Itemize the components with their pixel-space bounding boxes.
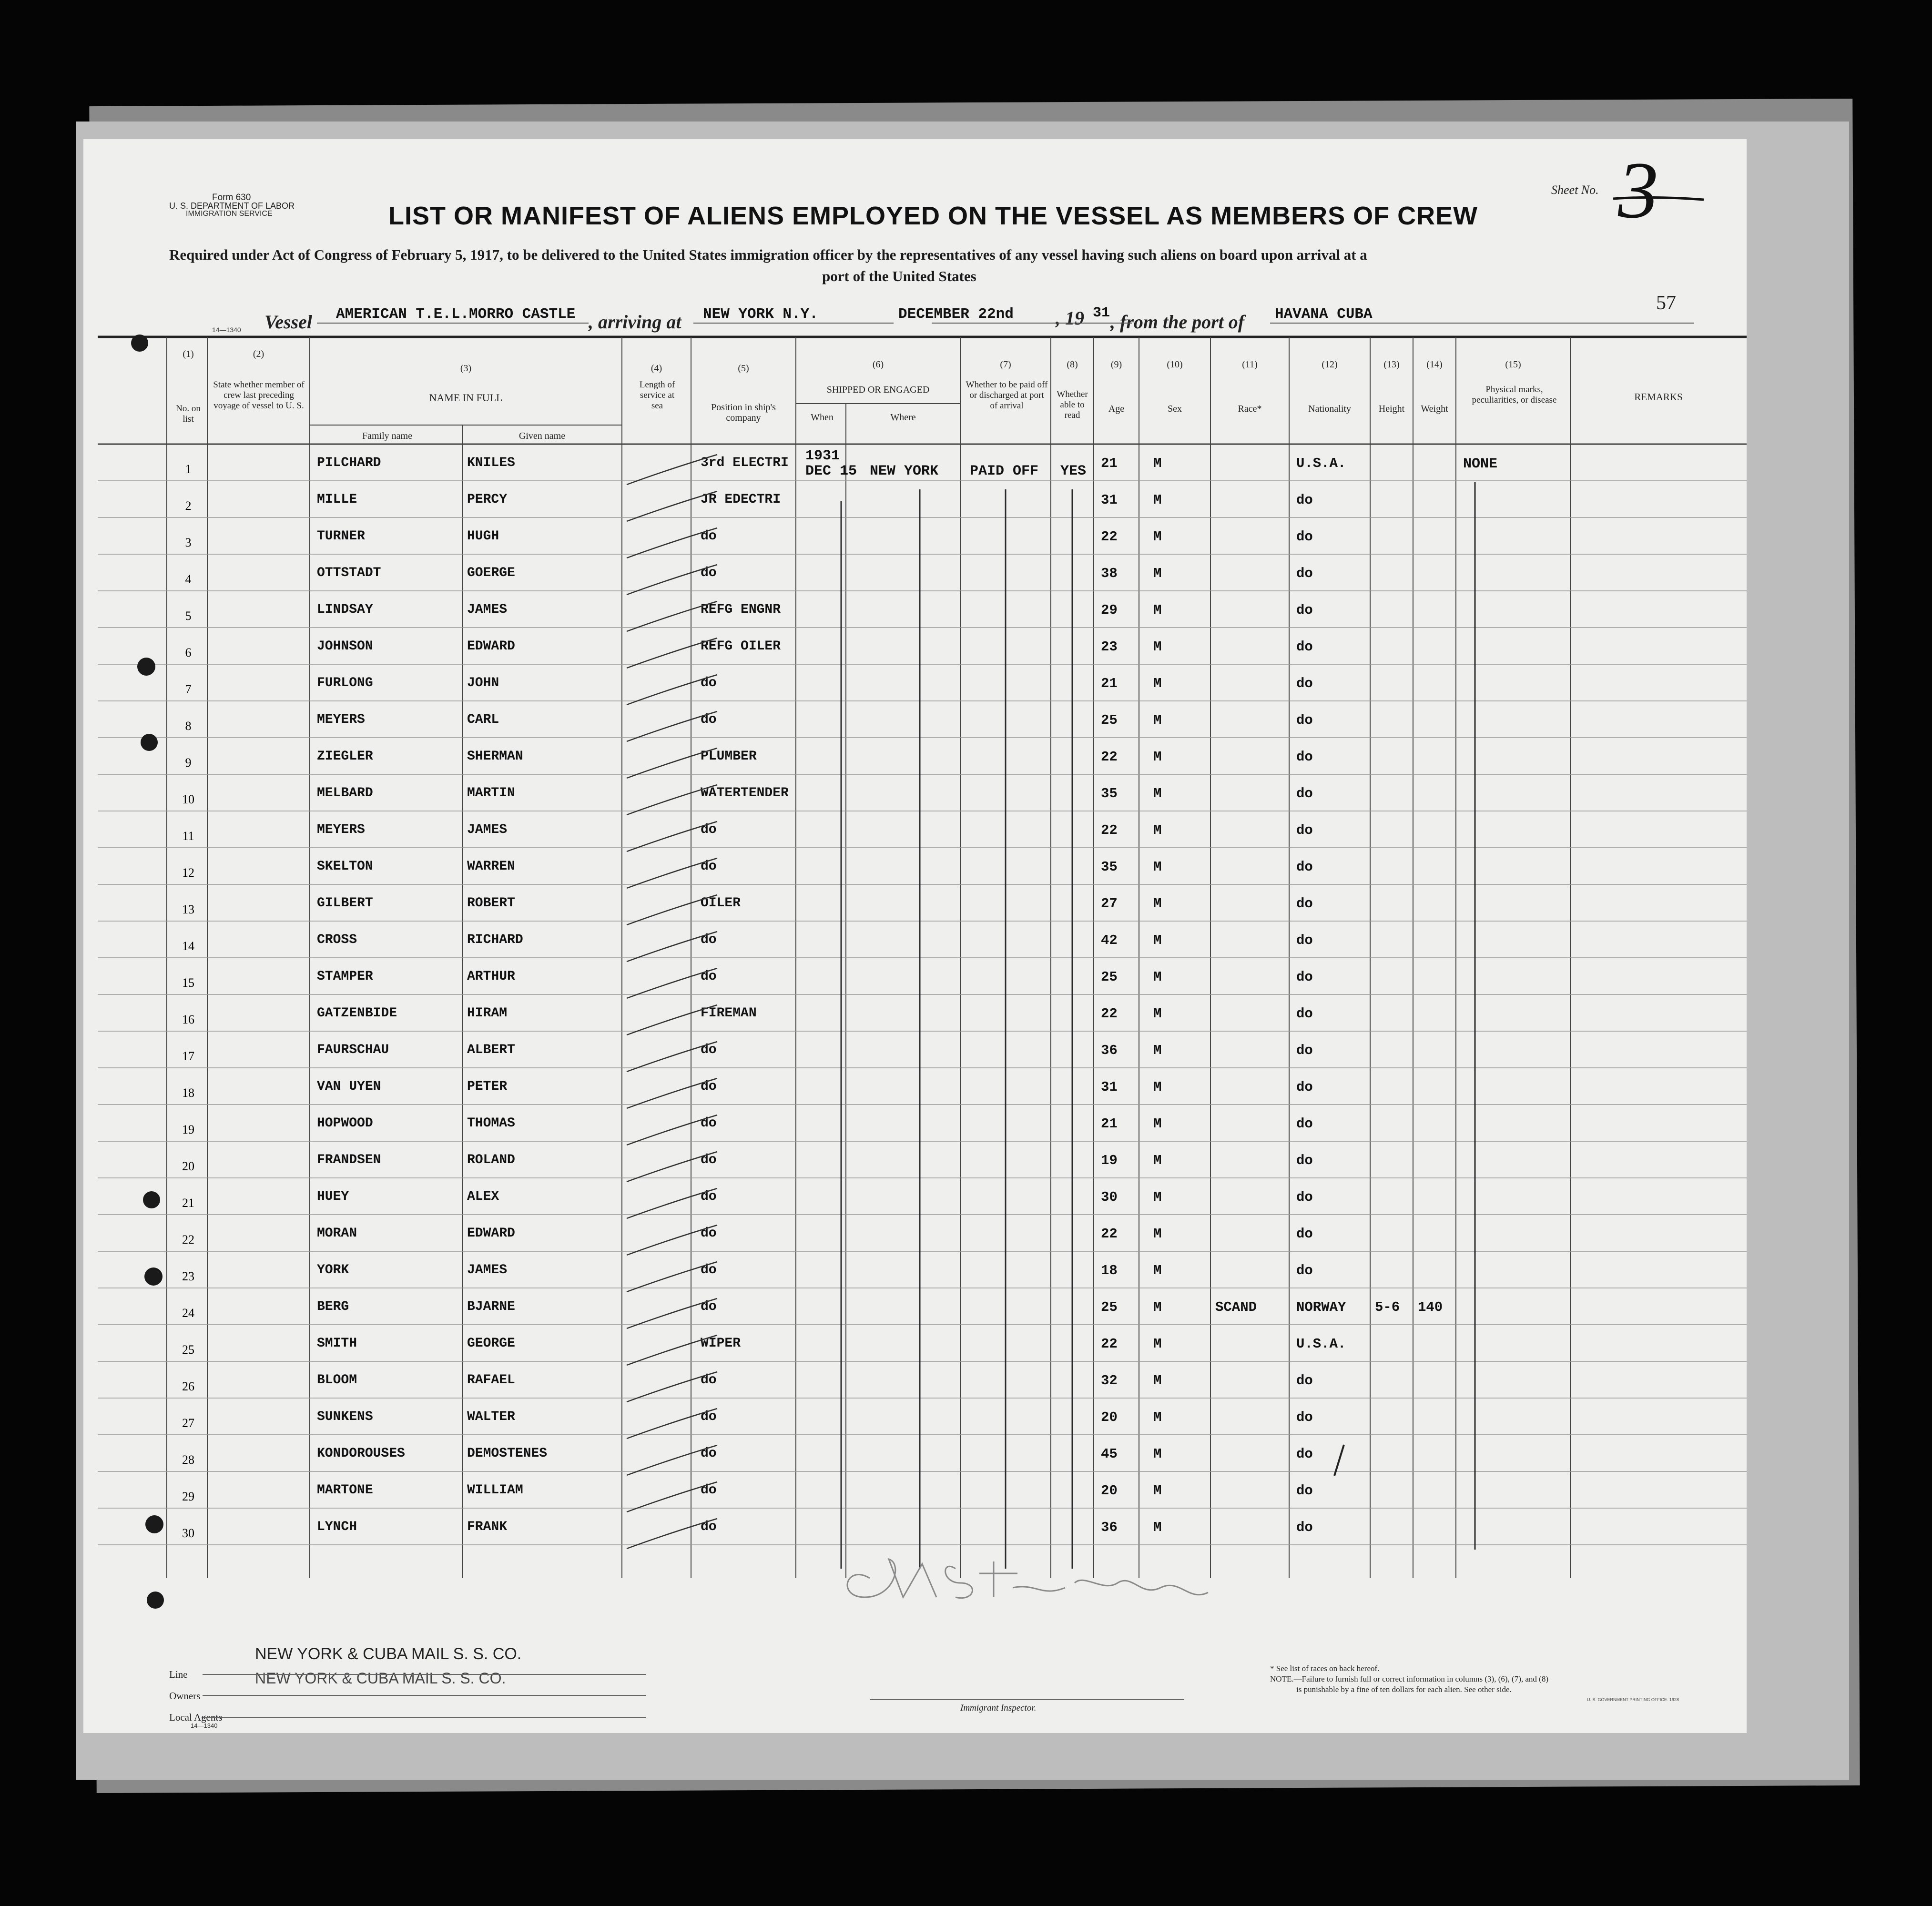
sex: M: [1153, 602, 1162, 618]
age: 22: [1101, 749, 1118, 765]
row-number: 29: [182, 1490, 194, 1503]
family-name: OTTSTADT: [317, 566, 381, 580]
family-name: GATZENBIDE: [317, 1006, 397, 1021]
age: 35: [1101, 786, 1118, 801]
sex: M: [1153, 676, 1162, 691]
nationality: do: [1296, 1263, 1313, 1278]
col2-num: (2): [253, 349, 264, 359]
family-name: MARTONE: [317, 1483, 373, 1498]
col3-family-label: Family name: [362, 431, 412, 441]
row-number: 28: [182, 1453, 194, 1467]
age: 42: [1101, 933, 1118, 948]
position: do: [701, 969, 717, 984]
position: do: [701, 1116, 717, 1131]
nationality: do: [1296, 639, 1313, 655]
col6-where-label: Where: [890, 412, 916, 423]
sex: M: [1153, 639, 1162, 655]
position: FIREMAN: [701, 1006, 757, 1021]
col1-label: No. on list: [176, 404, 201, 424]
age: 31: [1101, 492, 1118, 508]
nationality: do: [1296, 1116, 1313, 1132]
row-number: 4: [185, 572, 192, 586]
vessel-name: AMERICAN T.E.L.MORRO CASTLE: [336, 306, 576, 323]
given-name: WALTER: [467, 1409, 515, 1424]
sex: M: [1153, 712, 1162, 728]
col3-given-label: Given name: [519, 431, 566, 441]
row-number: 17: [182, 1049, 194, 1063]
manifest-grid: [83, 139, 1747, 1578]
col10-label: Sex: [1168, 404, 1182, 414]
nationality: do: [1296, 492, 1313, 508]
height: 5-6: [1375, 1299, 1400, 1315]
remarks-label: REMARKS: [1634, 391, 1683, 403]
age: 25: [1101, 969, 1118, 985]
shipped-where: NEW YORK: [870, 463, 939, 479]
given-name: GEORGE: [467, 1336, 515, 1351]
age: 45: [1101, 1446, 1118, 1462]
position: do: [701, 1153, 717, 1167]
nationality: do: [1296, 1153, 1313, 1168]
small-stamp: 14—1340: [212, 326, 241, 334]
sex: M: [1153, 786, 1162, 801]
family-name: SUNKENS: [317, 1409, 373, 1424]
given-name: RAFAEL: [467, 1373, 515, 1388]
sex: M: [1153, 896, 1162, 912]
position: do: [701, 1373, 717, 1388]
age: 21: [1101, 1116, 1118, 1132]
binder-hole-2: [137, 658, 155, 676]
age: 21: [1101, 456, 1118, 471]
sex: M: [1153, 1263, 1162, 1278]
age: 18: [1101, 1263, 1118, 1278]
age: 30: [1101, 1189, 1118, 1205]
nationality: do: [1296, 1226, 1313, 1242]
col11-label: Race*: [1238, 404, 1262, 414]
position: do: [701, 1263, 717, 1277]
family-name: SMITH: [317, 1336, 357, 1351]
race: SCAND: [1215, 1299, 1257, 1315]
given-name: BJARNE: [467, 1299, 515, 1314]
given-name: KNILES: [467, 456, 515, 470]
col12-num: (12): [1322, 359, 1338, 370]
given-name: ALBERT: [467, 1043, 515, 1057]
position: do: [701, 1409, 717, 1424]
given-name: PERCY: [467, 492, 508, 507]
nationality: do: [1296, 1079, 1313, 1095]
row-number: 9: [185, 756, 192, 770]
nationality: do: [1296, 749, 1313, 765]
family-name: FRANDSEN: [317, 1153, 381, 1167]
given-name: DEMOSTENES: [467, 1446, 548, 1461]
given-name: JAMES: [467, 1263, 508, 1277]
nationality: do: [1296, 896, 1313, 912]
row-number: 6: [185, 646, 192, 659]
family-name: JOHNSON: [317, 639, 373, 654]
col8-label: Whether able to read: [1057, 389, 1088, 420]
nationality: do: [1296, 1006, 1313, 1022]
manifest-title: LIST OR MANIFEST OF ALIENS EMPLOYED ON THE VESSEL AS MEMBERS OF CREW: [388, 202, 1478, 230]
row-number: 19: [182, 1123, 194, 1136]
position: do: [701, 1446, 717, 1461]
family-name: FURLONG: [317, 676, 373, 690]
row-number: 16: [182, 1013, 194, 1026]
sex: M: [1153, 1006, 1162, 1022]
age: 23: [1101, 639, 1118, 655]
family-name: BERG: [317, 1299, 349, 1314]
sex: M: [1153, 822, 1162, 838]
age: 25: [1101, 1299, 1118, 1315]
nationality: do: [1296, 1189, 1313, 1205]
note-fine: is punishable by a fine of ten dollars for each alien. See other side.: [1296, 1685, 1512, 1694]
sex: M: [1153, 566, 1162, 581]
sheet-number: 3: [1618, 145, 1658, 235]
given-name: GOERGE: [467, 566, 515, 580]
given-name: WILLIAM: [467, 1483, 523, 1498]
able-read: YES: [1060, 463, 1087, 479]
inspector-label: Immigrant Inspector.: [960, 1703, 1037, 1713]
sex: M: [1153, 749, 1162, 765]
nationality: do: [1296, 859, 1313, 875]
given-name: ROBERT: [467, 896, 515, 911]
row-number: 27: [182, 1416, 194, 1430]
row-number: 3: [185, 536, 192, 549]
given-name: EDWARD: [467, 1226, 515, 1241]
row-number: 1: [185, 462, 192, 476]
sex: M: [1153, 1446, 1162, 1462]
agents-label: Local Agents: [169, 1712, 223, 1723]
given-name: ROLAND: [467, 1153, 515, 1167]
sex: M: [1153, 1043, 1162, 1058]
nationality: do: [1296, 1409, 1313, 1425]
binder-hole-3: [141, 734, 158, 751]
family-name: FAURSCHAU: [317, 1043, 389, 1057]
sex: M: [1153, 1336, 1162, 1352]
given-name: CARL: [467, 712, 499, 727]
age: 31: [1101, 1079, 1118, 1095]
position: do: [701, 529, 717, 544]
position: WIPER: [701, 1336, 741, 1351]
family-name: KONDOROUSES: [317, 1446, 405, 1461]
given-name: JOHN: [467, 676, 499, 690]
col6-when-label: When: [811, 412, 834, 423]
manifest-page: [83, 139, 1747, 1733]
position: do: [701, 822, 717, 837]
agents-code: 14—1340: [191, 1722, 218, 1729]
shipped-year: 1931: [805, 448, 840, 464]
col9-label: Age: [1108, 404, 1125, 414]
given-name: JAMES: [467, 602, 508, 617]
nationality: do: [1296, 529, 1313, 545]
position: do: [701, 1483, 717, 1498]
weight: 140: [1418, 1299, 1443, 1315]
given-name: WARREN: [467, 859, 515, 874]
family-name: LYNCH: [317, 1520, 357, 1534]
nationality: do: [1296, 969, 1313, 985]
binder-hole-6: [145, 1515, 163, 1533]
nationality: do: [1296, 1483, 1313, 1499]
given-name: FRANK: [467, 1520, 508, 1534]
col12-label: Nationality: [1308, 404, 1351, 414]
col10-num: (10): [1167, 359, 1183, 370]
line-label: Line: [169, 1669, 188, 1680]
col9-num: (9): [1110, 359, 1122, 370]
row-number: 2: [185, 499, 192, 513]
col5-num: (5): [738, 363, 749, 374]
sex: M: [1153, 1299, 1162, 1315]
row-number: 14: [182, 939, 194, 953]
binder-hole-7: [147, 1592, 164, 1609]
age: 22: [1101, 529, 1118, 545]
sex: M: [1153, 859, 1162, 875]
line-stamp: NEW YORK & CUBA MAIL S. S. CO.: [255, 1645, 522, 1663]
sex: M: [1153, 969, 1162, 985]
family-name: HOPWOOD: [317, 1116, 373, 1131]
given-name: HUGH: [467, 529, 499, 544]
position: JR EDECTRI: [701, 492, 781, 507]
age: 25: [1101, 712, 1118, 728]
position: do: [701, 1520, 717, 1534]
arrival-year: 31: [1093, 305, 1110, 321]
row-number: 25: [182, 1343, 194, 1357]
sex: M: [1153, 1483, 1162, 1499]
age: 22: [1101, 822, 1118, 838]
position: do: [701, 1079, 717, 1094]
row-number: 24: [182, 1306, 194, 1320]
footer-rules: [203, 1673, 1251, 1721]
position: do: [701, 1043, 717, 1057]
given-name: MARTIN: [467, 786, 515, 801]
sex: M: [1153, 456, 1162, 471]
given-name: EDWARD: [467, 639, 515, 654]
note-failure: NOTE.—Failure to furnish full or correct information in columns (3), (6), (7), and (8): [1270, 1674, 1548, 1683]
position: WATERTENDER: [701, 786, 789, 801]
year-prefix: , 19: [1056, 307, 1084, 329]
position: 3rd ELECTRI: [701, 456, 789, 470]
position: REFG ENGNR: [701, 602, 781, 617]
family-name: MILLE: [317, 492, 357, 507]
position: OILER: [701, 896, 741, 911]
position: do: [701, 566, 717, 580]
row-number: 7: [185, 682, 192, 696]
family-name: HUEY: [317, 1189, 349, 1204]
form-number: Form 630: [212, 193, 251, 203]
nationality: do: [1296, 1520, 1313, 1535]
age: 19: [1101, 1153, 1118, 1168]
age: 20: [1101, 1483, 1118, 1499]
nationality: do: [1296, 676, 1313, 691]
col1-num: (1): [183, 349, 194, 359]
paid-off: PAID OFF: [970, 463, 1039, 479]
sex: M: [1153, 1153, 1162, 1168]
family-name: GILBERT: [317, 896, 373, 911]
nationality: do: [1296, 1373, 1313, 1389]
position: do: [701, 676, 717, 690]
note-races: * See list of races on back hereof.: [1270, 1664, 1380, 1673]
given-name: ALEX: [467, 1189, 499, 1204]
row-number: 15: [182, 976, 194, 990]
sex: M: [1153, 1226, 1162, 1242]
row-number: 13: [182, 902, 194, 916]
row-number: 18: [182, 1086, 194, 1100]
col6-label: SHIPPED OR ENGAGED: [826, 385, 930, 395]
given-name: RICHARD: [467, 933, 523, 947]
sex: M: [1153, 1079, 1162, 1095]
nationality: do: [1296, 566, 1313, 581]
col6-num: (6): [872, 359, 884, 370]
age: 20: [1101, 1409, 1118, 1425]
family-name: TURNER: [317, 529, 365, 544]
col14-num: (14): [1426, 359, 1443, 370]
given-name: HIRAM: [467, 1006, 508, 1021]
vessel-label: Vessel: [264, 311, 312, 333]
from-label: , from the port of: [1110, 311, 1245, 333]
nationality: do: [1296, 1446, 1313, 1462]
sheet-label: Sheet No.: [1551, 183, 1599, 197]
given-name: ARTHUR: [467, 969, 515, 984]
col2-label: State whether member of crew last preceding voyage of vessel to U. S.: [213, 380, 305, 411]
row-number: 30: [182, 1526, 194, 1540]
arrival-port: NEW YORK N.Y.: [703, 306, 818, 323]
nationality: do: [1296, 1043, 1313, 1058]
col14-label: Weight: [1421, 404, 1448, 414]
col3-label: NAME IN FULL: [429, 392, 503, 404]
sex: M: [1153, 1520, 1162, 1535]
family-name: YORK: [317, 1263, 349, 1277]
arriving-label: , arriving at: [589, 311, 681, 333]
given-name: PETER: [467, 1079, 508, 1094]
nationality: do: [1296, 822, 1313, 838]
col15-num: (15): [1505, 359, 1521, 370]
position: do: [701, 1299, 717, 1314]
row-number: 20: [182, 1159, 194, 1173]
nationality: U.S.A.: [1296, 456, 1346, 471]
subtitle-line-2: port of the United States: [822, 268, 976, 284]
sex: M: [1153, 529, 1162, 545]
row-number: 5: [185, 609, 192, 623]
nationality: U.S.A.: [1296, 1336, 1346, 1352]
col4-num: (4): [651, 363, 662, 374]
service-label: IMMIGRATION SERVICE: [186, 210, 273, 218]
family-name: PILCHARD: [317, 456, 381, 470]
owners-label: Owners: [169, 1690, 201, 1702]
col4-label: Length of service at sea: [639, 380, 675, 411]
owners-stamp: NEW YORK & CUBA MAIL S. S. CO.: [255, 1670, 506, 1687]
row-number: 21: [182, 1196, 194, 1210]
col7-label: Whether to be paid off or discharged at port of arrival: [966, 380, 1048, 411]
col8-num: (8): [1067, 359, 1078, 370]
given-name: JAMES: [467, 822, 508, 837]
row-number: 11: [182, 829, 194, 843]
family-name: STAMPER: [317, 969, 373, 984]
binder-hole-5: [144, 1267, 163, 1286]
age: 35: [1101, 859, 1118, 875]
sex: M: [1153, 1409, 1162, 1425]
arrival-date: DECEMBER 22nd: [898, 306, 1014, 323]
nationality: do: [1296, 933, 1313, 948]
col13-num: (13): [1383, 359, 1400, 370]
row-number: 12: [182, 866, 194, 880]
position: do: [701, 712, 717, 727]
col11-num: (11): [1242, 359, 1258, 370]
binder-hole-4: [143, 1191, 160, 1208]
family-name: VAN UYEN: [317, 1079, 381, 1094]
nationality: do: [1296, 786, 1313, 801]
departure-port: HAVANA CUBA: [1275, 306, 1373, 323]
sex: M: [1153, 492, 1162, 508]
shipped-date: DEC 15: [805, 463, 857, 479]
age: 22: [1101, 1336, 1118, 1352]
department-label: U. S. DEPARTMENT OF LABOR: [169, 201, 295, 211]
position: do: [701, 933, 717, 947]
age: 22: [1101, 1006, 1118, 1022]
position: do: [701, 859, 717, 874]
age: 32: [1101, 1373, 1118, 1389]
sex: M: [1153, 933, 1162, 948]
nationality: NORWAY: [1296, 1299, 1346, 1315]
row-number: 22: [182, 1233, 194, 1247]
position: do: [701, 1226, 717, 1241]
family-name: ZIEGLER: [317, 749, 373, 764]
physical-marks: NONE: [1463, 456, 1498, 472]
nationality: do: [1296, 712, 1313, 728]
row-number: 23: [182, 1269, 194, 1283]
row-number: 10: [182, 792, 194, 806]
family-name: MEYERS: [317, 822, 365, 837]
age: 36: [1101, 1043, 1118, 1058]
col15-label: Physical marks, peculiarities, or disease: [1472, 385, 1557, 405]
family-name: MORAN: [317, 1226, 357, 1241]
position: PLUMBER: [701, 749, 757, 764]
family-name: BLOOM: [317, 1373, 357, 1388]
row-number: 26: [182, 1379, 194, 1393]
row-number: 8: [185, 719, 192, 733]
age: 36: [1101, 1520, 1118, 1535]
family-name: CROSS: [317, 933, 357, 947]
family-name: SKELTON: [317, 859, 373, 874]
age: 27: [1101, 896, 1118, 912]
printer-imprint: U. S. GOVERNMENT PRINTING OFFICE: 1928: [1587, 1697, 1679, 1702]
page-number: 57: [1656, 292, 1676, 314]
sex: M: [1153, 1189, 1162, 1205]
age: 29: [1101, 602, 1118, 618]
age: 38: [1101, 566, 1118, 581]
family-name: MELBARD: [317, 786, 373, 801]
given-name: THOMAS: [467, 1116, 515, 1131]
subtitle-line-1: Required under Act of Congress of February 5, 1917, to be delivered to the United States immigration officer by the representatives of any vessel having such aliens on board upon arrival at a: [169, 246, 1367, 263]
sex: M: [1153, 1373, 1162, 1389]
position: do: [701, 1189, 717, 1204]
sex: M: [1153, 1116, 1162, 1132]
col7-num: (7): [1000, 359, 1011, 370]
col3-num: (3): [460, 363, 472, 374]
age: 22: [1101, 1226, 1118, 1242]
col5-label: Position in ship's company: [711, 402, 776, 423]
given-name: SHERMAN: [467, 749, 523, 764]
family-name: LINDSAY: [317, 602, 373, 617]
position: REFG OILER: [701, 639, 781, 654]
family-name: MEYERS: [317, 712, 365, 727]
age: 21: [1101, 676, 1118, 691]
col13-label: Height: [1378, 404, 1405, 414]
nationality: do: [1296, 602, 1313, 618]
binder-hole-1: [131, 335, 148, 352]
